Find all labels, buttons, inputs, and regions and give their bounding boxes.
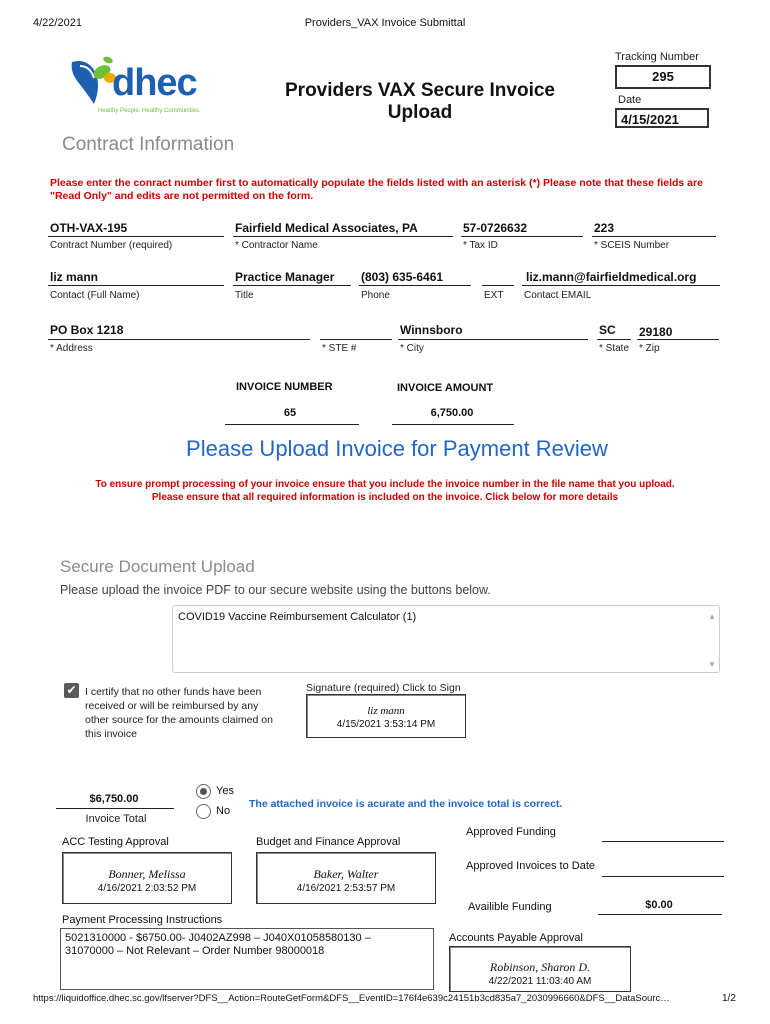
dhec-logo (64, 48, 224, 120)
acc-approval-box[interactable] (62, 852, 232, 904)
phone-value[interactable]: (803) 635-6461 (361, 270, 444, 284)
ste-label: * STE # (322, 343, 357, 354)
signature-name: liz mann (367, 705, 405, 717)
contract-instructions: Please enter the conract number first to automatically populate the fields listed with an asterisk (*) Please note that these fields are "Read Only" and edits are not permitted on the form. (50, 177, 703, 202)
budget-approval-box[interactable] (256, 852, 436, 904)
email-line (522, 285, 720, 286)
upload-file-list[interactable] (172, 605, 720, 673)
contract-number-value[interactable]: OTH-VAX-195 (50, 221, 128, 235)
address-line (48, 339, 310, 340)
acc-approval-time: 4/16/2021 2:03:52 PM (97, 883, 197, 894)
tax-id-value[interactable]: 57-0726632 (463, 221, 528, 235)
certify-line2: received or will be reimbursed by any (85, 700, 259, 712)
payment-line1: 5021310000 - $6750.00- J0402AZ998 – J040X01058580130 – (65, 932, 371, 944)
sceis-line (592, 236, 716, 237)
signature-box[interactable] (306, 694, 466, 738)
invoice-number-line (225, 424, 359, 425)
invoice-total-label: Invoice Total (85, 813, 147, 825)
phone-label: Phone (361, 290, 390, 301)
upload-note-line1: To ensure prompt processing of your invoice ensure that you include the invoice number in the file name that you upload. (95, 479, 675, 490)
tax-id-label: * Tax ID (463, 240, 498, 251)
invoice-number-value[interactable]: 65 (283, 407, 297, 419)
sceis-value[interactable]: 223 (594, 221, 615, 235)
acc-approval-label: ACC Testing Approval (62, 836, 169, 848)
city-line (398, 339, 588, 340)
invoice-total-line (56, 808, 174, 809)
email-label: Contact EMAIL (524, 290, 592, 301)
address-value[interactable]: PO Box 1218 (50, 323, 124, 337)
zip-line (637, 339, 719, 340)
contractor-name-value[interactable]: Fairfield Medical Associates, PA (235, 221, 418, 235)
signature-timestamp: 4/15/2021 3:53:14 PM (336, 719, 436, 730)
approved-funding-label: Approved Funding (466, 826, 556, 838)
certify-text (85, 685, 273, 741)
ext-line (482, 285, 514, 286)
address-label: * Address (50, 343, 93, 354)
contract-section-title: Contract Information (62, 134, 235, 155)
contact-line (48, 285, 224, 286)
footer-page-number: 1/2 (722, 993, 736, 1004)
form-title-line2: Upload (387, 102, 453, 123)
tracking-label: Tracking Number (615, 51, 699, 63)
uploaded-file-name[interactable]: COVID19 Vaccine Reimbursement Calculator (1) (178, 611, 417, 623)
phone-line (359, 285, 471, 286)
ap-approval-time: 4/22/2021 11:03:40 AM (488, 976, 592, 987)
ap-approval-label: Accounts Payable Approval (449, 932, 583, 944)
contact-label: Contact (Full Name) (50, 290, 140, 301)
ext-label: EXT (484, 290, 504, 301)
form-title (262, 80, 578, 124)
available-funding-label: Availible Funding (468, 901, 552, 913)
state-label: * State (599, 343, 630, 354)
upload-note-line2: Please ensure that all required information is included on the invoice. Click below for more details (151, 492, 619, 503)
approved-to-date-line (602, 876, 724, 877)
city-value[interactable]: Winnsboro (400, 323, 463, 337)
invoice-amount-label: INVOICE AMOUNT (397, 382, 494, 394)
form-title-line1: Providers VAX Secure Invoice (285, 80, 555, 101)
contractor-name-label: * Contractor Name (235, 240, 318, 251)
zip-label: * Zip (639, 343, 660, 354)
available-funding-line (598, 914, 722, 915)
budget-approval-time: 4/16/2021 2:53:57 PM (296, 883, 396, 894)
radio-no[interactable] (196, 804, 211, 819)
title-value[interactable]: Practice Manager (235, 270, 335, 284)
certify-line3: other source for the amounts claimed on (85, 714, 273, 726)
available-funding-value[interactable]: $0.00 (645, 899, 673, 911)
title-label: Title (235, 290, 254, 301)
signature-label: Signature (required) Click to Sign (306, 682, 461, 694)
payment-line2: 31070000 – Not Relevant – Order Number 98000018 (65, 945, 325, 957)
tax-id-line (461, 236, 583, 237)
invoice-total-value[interactable]: $6,750.00 (89, 793, 139, 805)
state-value[interactable]: SC (599, 323, 616, 337)
contact-value[interactable]: liz mann (50, 270, 99, 284)
zip-value[interactable]: 29180 (639, 325, 673, 339)
secure-upload-instruction: Please upload the invoice PDF to our secure website using the buttons below. (60, 583, 491, 597)
email-value[interactable]: liz.mann@fairfieldmedical.org (526, 270, 697, 284)
date-label: Date (618, 94, 642, 106)
print-date: 4/22/2021 (33, 17, 82, 29)
logo-text: dhec (112, 62, 197, 104)
acc-approver-name: Bonner, Melissa (108, 867, 186, 881)
certify-line1: I certify that no other funds have been (85, 686, 262, 698)
scroll-down-icon[interactable]: ▼ (708, 660, 716, 669)
contractor-name-line (233, 236, 453, 237)
radio-no-label: No (216, 805, 231, 817)
payment-instructions-field[interactable] (60, 928, 434, 990)
ap-approver-name: Robinson, Sharon D. (489, 960, 591, 974)
print-title: Providers_VAX Invoice Submittal (304, 17, 466, 29)
title-line (233, 285, 351, 286)
radio-yes[interactable] (196, 784, 211, 799)
contract-number-line (48, 236, 224, 237)
budget-approver-name: Baker, Walter (313, 867, 379, 881)
approved-funding-line (602, 841, 724, 842)
city-label: * City (400, 343, 424, 354)
invoice-amount-line (392, 424, 514, 425)
accurate-statement: The attached invoice is acurate and the invoice total is correct. (249, 798, 563, 810)
scroll-up-icon[interactable]: ▲ (708, 612, 716, 621)
approved-to-date-label: Approved Invoices to Date (466, 860, 596, 872)
ap-approval-box[interactable] (449, 946, 631, 992)
radio-yes-dot (200, 788, 207, 795)
certify-line4: this invoice (85, 728, 137, 740)
upload-heading: Please Upload Invoice for Payment Review (186, 436, 608, 461)
invoice-amount-value[interactable]: 6,750.00 (430, 407, 474, 419)
radio-yes-label: Yes (216, 785, 234, 797)
contract-number-label: Contract Number (required) (50, 240, 173, 251)
state-line (597, 339, 631, 340)
tracking-number-field[interactable]: 295 (615, 65, 711, 89)
sceis-label: * SCEIS Number (594, 240, 670, 251)
budget-approval-label: Budget and Finance Approval (256, 836, 401, 848)
logo-tagline: Healthy People. Healthy Communities. (98, 108, 201, 114)
date-field[interactable]: 4/15/2021 (615, 108, 709, 128)
payment-instructions-label: Payment Processing Instructions (62, 914, 223, 926)
ste-line (320, 339, 392, 340)
secure-upload-title: Secure Document Upload (60, 557, 255, 576)
upload-note (0, 478, 770, 504)
invoice-number-label: INVOICE NUMBER (236, 381, 333, 393)
footer-url[interactable]: https://liquidoffice.dhec.sc.gov/lfserver?DFS__Action=RouteGetForm&DFS__EventID=176f4e639c24151b3cd835a7_2030996660&DFS__DataSourc… (33, 993, 670, 1004)
certify-checkbox[interactable]: ✔ (64, 683, 79, 698)
